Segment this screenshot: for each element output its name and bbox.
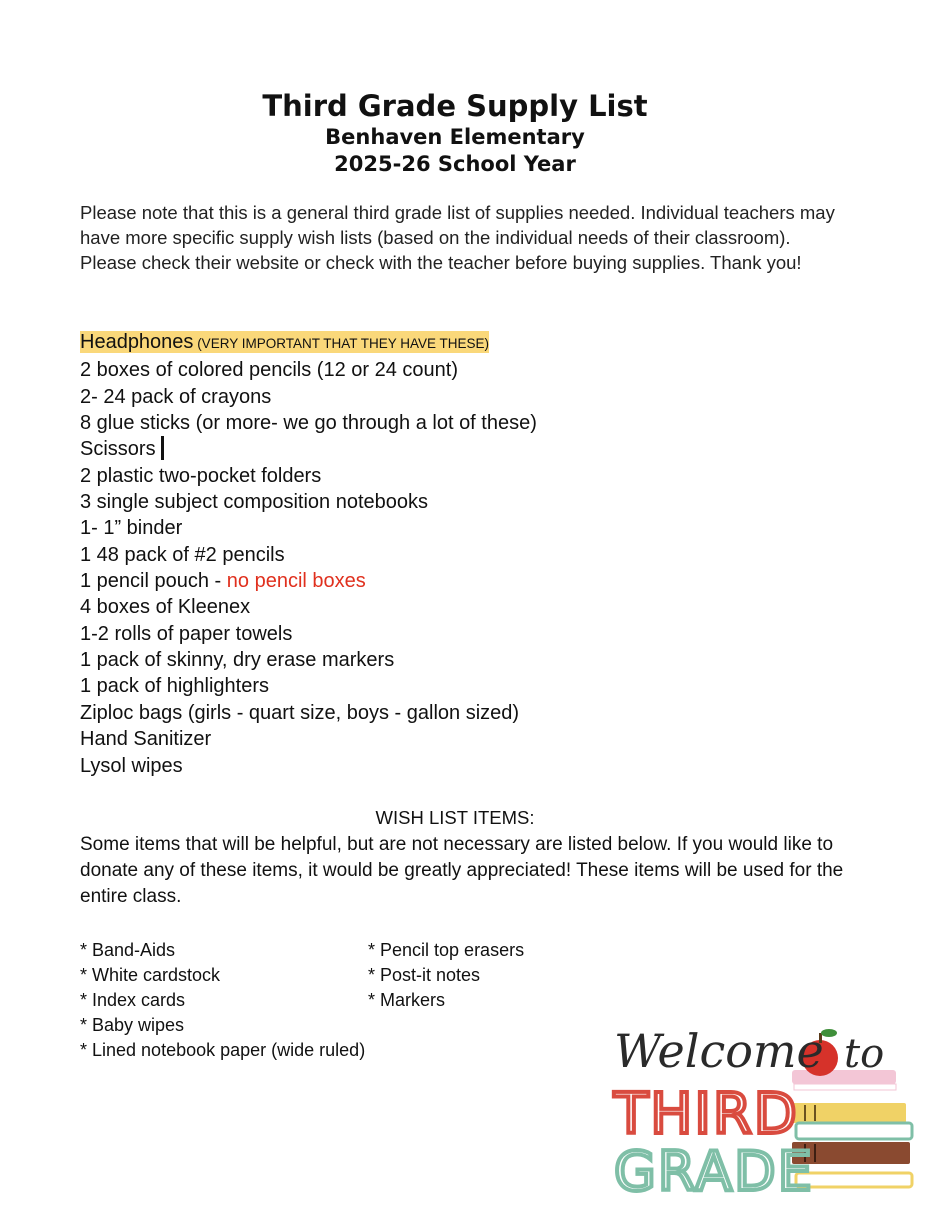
headphones-label: Headphones	[80, 331, 194, 353]
logo-third: THIRD	[614, 1082, 799, 1147]
supply-list	[80, 329, 840, 779]
list-item: 2 boxes of colored pencils (12 or 24 count)	[80, 359, 458, 382]
page-title: Third Grade Supply List	[262, 89, 648, 123]
list-item: 1-2 rolls of paper towels	[80, 622, 293, 645]
wishlist-item: * Index cards	[80, 990, 186, 1010]
wishlist-item: * Pencil top erasers	[368, 940, 525, 960]
list-item: 1 pack of skinny, dry erase markers	[80, 649, 395, 672]
wishlist-item: * White cardstock	[80, 965, 221, 985]
school-year: 2025-26 School Year	[334, 152, 576, 176]
list-item: 1- 1” binder	[80, 517, 183, 540]
logo-to: to	[844, 1031, 885, 1077]
list-item: 1 48 pack of #2 pencils	[80, 543, 285, 566]
no-pencil-boxes-note: no pencil boxes	[226, 570, 366, 593]
list-item: 4 boxes of Kleenex	[80, 596, 251, 619]
wishlist-left-column	[80, 938, 365, 1063]
list-item-label: 1 pencil pouch -	[80, 570, 227, 593]
wishlist-item: * Band-Aids	[80, 940, 176, 960]
headphones-note: (VERY IMPORTANT THAT THEY HAVE THESE)	[193, 336, 490, 351]
list-item: 2 plastic two-pocket folders	[80, 464, 322, 487]
welcome-third-grade-logo	[600, 1015, 920, 1215]
page-header	[0, 88, 910, 178]
list-item-label: Scissors	[80, 438, 156, 461]
intro-paragraph: Please note that this is a general third grade list of supplies needed. Individual teachers may have more specific supply wish lists (based on the individual needs of their classroom). Please check their website or check with the teacher before buying supplies. Thank you!	[80, 202, 835, 273]
list-item: 3 single subject composition notebooks	[80, 491, 428, 514]
list-item: Lysol wipes	[80, 754, 183, 777]
wishlist-item: * Baby wipes	[80, 1015, 185, 1035]
wishlist-intro: Some items that will be helpful, but are not necessary are listed below. If you would like to donate any of these items, it would be greatly appreciated! These items will be used for the entire class.	[80, 834, 844, 907]
list-item-scissors	[80, 436, 840, 462]
list-item: Ziploc bags (girls - quart size, boys - gallon sized)	[80, 701, 520, 724]
list-item: 2- 24 pack of crayons	[80, 385, 272, 408]
wishlist-item: * Post-it notes	[368, 965, 481, 985]
logo-grade: GRADE	[614, 1140, 814, 1203]
list-item-pencil-pouch	[80, 568, 840, 594]
list-item: 1 pack of highlighters	[80, 675, 270, 698]
wishlist-right-column	[368, 938, 524, 1013]
list-item: 8 glue sticks (or more- we go through a lot of these)	[80, 412, 537, 435]
text-cursor	[161, 436, 164, 460]
list-item-headphones	[80, 329, 840, 357]
logo-welcome: Welcome	[614, 1024, 824, 1078]
wishlist-item: * Markers	[368, 990, 446, 1010]
wishlist-heading: WISH LIST ITEMS:	[375, 807, 535, 828]
wishlist-item: * Lined notebook paper (wide ruled)	[80, 1040, 366, 1060]
list-item: Hand Sanitizer	[80, 728, 212, 751]
school-name: Benhaven Elementary	[325, 125, 585, 149]
headphones-highlight	[80, 331, 489, 353]
